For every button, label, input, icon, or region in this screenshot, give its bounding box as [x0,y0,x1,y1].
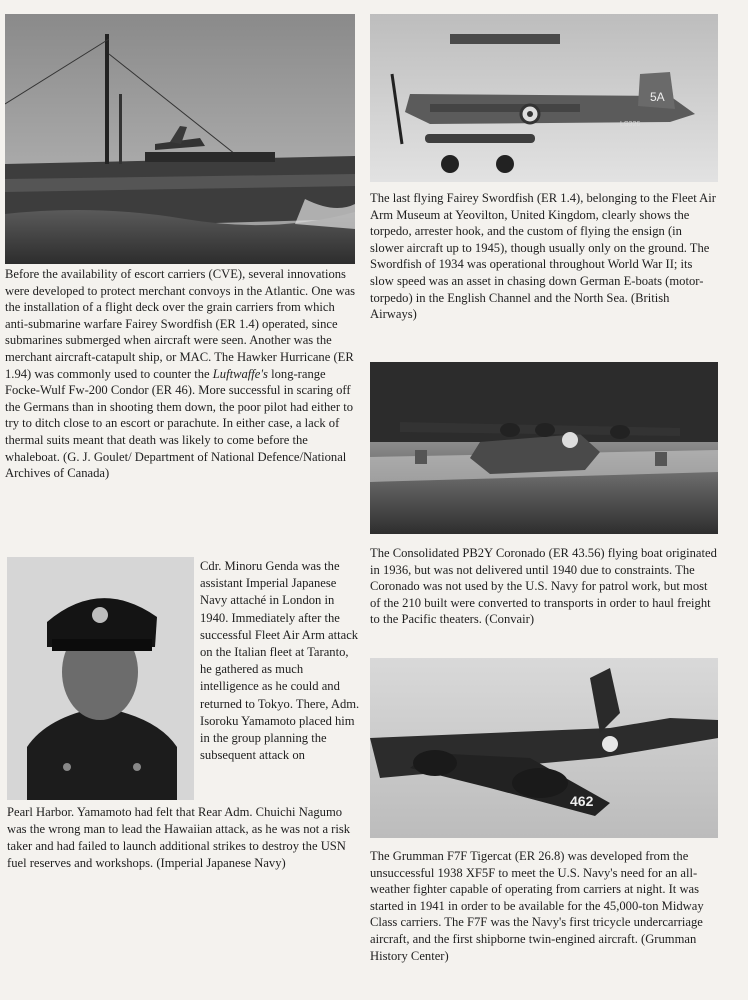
swordfish-code-marking: 5A [650,90,665,104]
tigercat-caption: The Grumman F7F Tigercat (ER 26.8) was developed from the unsuccessful 1938 XF5F to meet the U.S. Navy's need for an all-weather fighter capable of operating from carriers at night. It was started in 1941 in order to be available for the 45,000-ton Midway Class carriers. The F7F was the Navy's first tricycle undercarriage aircraft, and the first shipborne twin-engined aircraft. (Grumman History Center) [370,849,704,963]
tigercat-number-marking: 462 [570,793,594,809]
escort-carrier-caption: Before the availability of escort carriers (CVE), several innovations were developed to protect merchant convoys in the Atlantic. One was the installation of a flight deck over the grain carriers from which anti-submarine warfare Fairey Swordfish (ER 1.4) operated, since submarines submerged when aircraft were seen. Another was the merchant aircraft-catapult ship, or MAC. The Hawker Hurricane (ER 1.94) was commonly used to counter the Luftwaffe's long-range Focke-Wulf Fw-200 Condor (ER 46). More successful in scaring off the Germans than in shooting them down, the poor pilot had either to try to ditch close to an escort or parachute. In either case, a lack of thermal suits meant that death was likely to come before the whaleboat. (G. J. Goulet/ Department of National Defence/National Archives of Canada) [5,267,356,481]
swordfish-serial-marking: LS326 [620,121,641,128]
swordfish-caption: The last flying Fairey Swordfish (ER 1.4), belonging to the Fleet Air Arm Museum at Yeovilton, United Kingdom, clearly shows the torpedo, arrester hook, and the custom of flying the ensign (in slower aircraft up to 1945), though usually only on the ground. The Swordfish of 1934 was operational throughout World War II; its slow speed was an asset in chasing down German E-boats (motor-torpedo) in the English Channel and the North Sea. (British Airways) [370,191,716,322]
coronado-caption: The Consolidated PB2Y Coronado (ER 43.56) flying boat originated in 1936, but was not delivered until 1940 due to constraints. The Coronado was not used by the U.S. Navy for patrol work, but most of the 210 built were converted to transports in order to haul freight to the Pacific theaters. (Convair) [370,546,717,627]
genda-bottom-caption: Pearl Harbor. Yamamoto had felt that Rear Adm. Chuichi Nagumo was the wrong man to lead the Hawaiian attack, as he was not a risk taker and had failed to launch additional strikes to destroy the USN fuel reserves and workshops. (Imperial Japanese Navy) [7,805,351,870]
swordfish-photo [370,14,718,182]
merchant-carrier-photo [5,14,355,264]
genda-portrait-photo [7,557,194,800]
tigercat-photo [370,658,718,838]
genda-side-caption: Cdr. Minoru Genda was the assistant Imperial Japanese Navy attaché in London in 1940. Immediately after the successful Fleet Air Arm attack on the Italian fleet at Taranto, he gathered as much intelligence as he could and returned to Tokyo. There, Adm. Isoroku Yamamoto placed him in the group planning the subsequent attack on [200,559,360,763]
coronado-photo [370,362,718,534]
